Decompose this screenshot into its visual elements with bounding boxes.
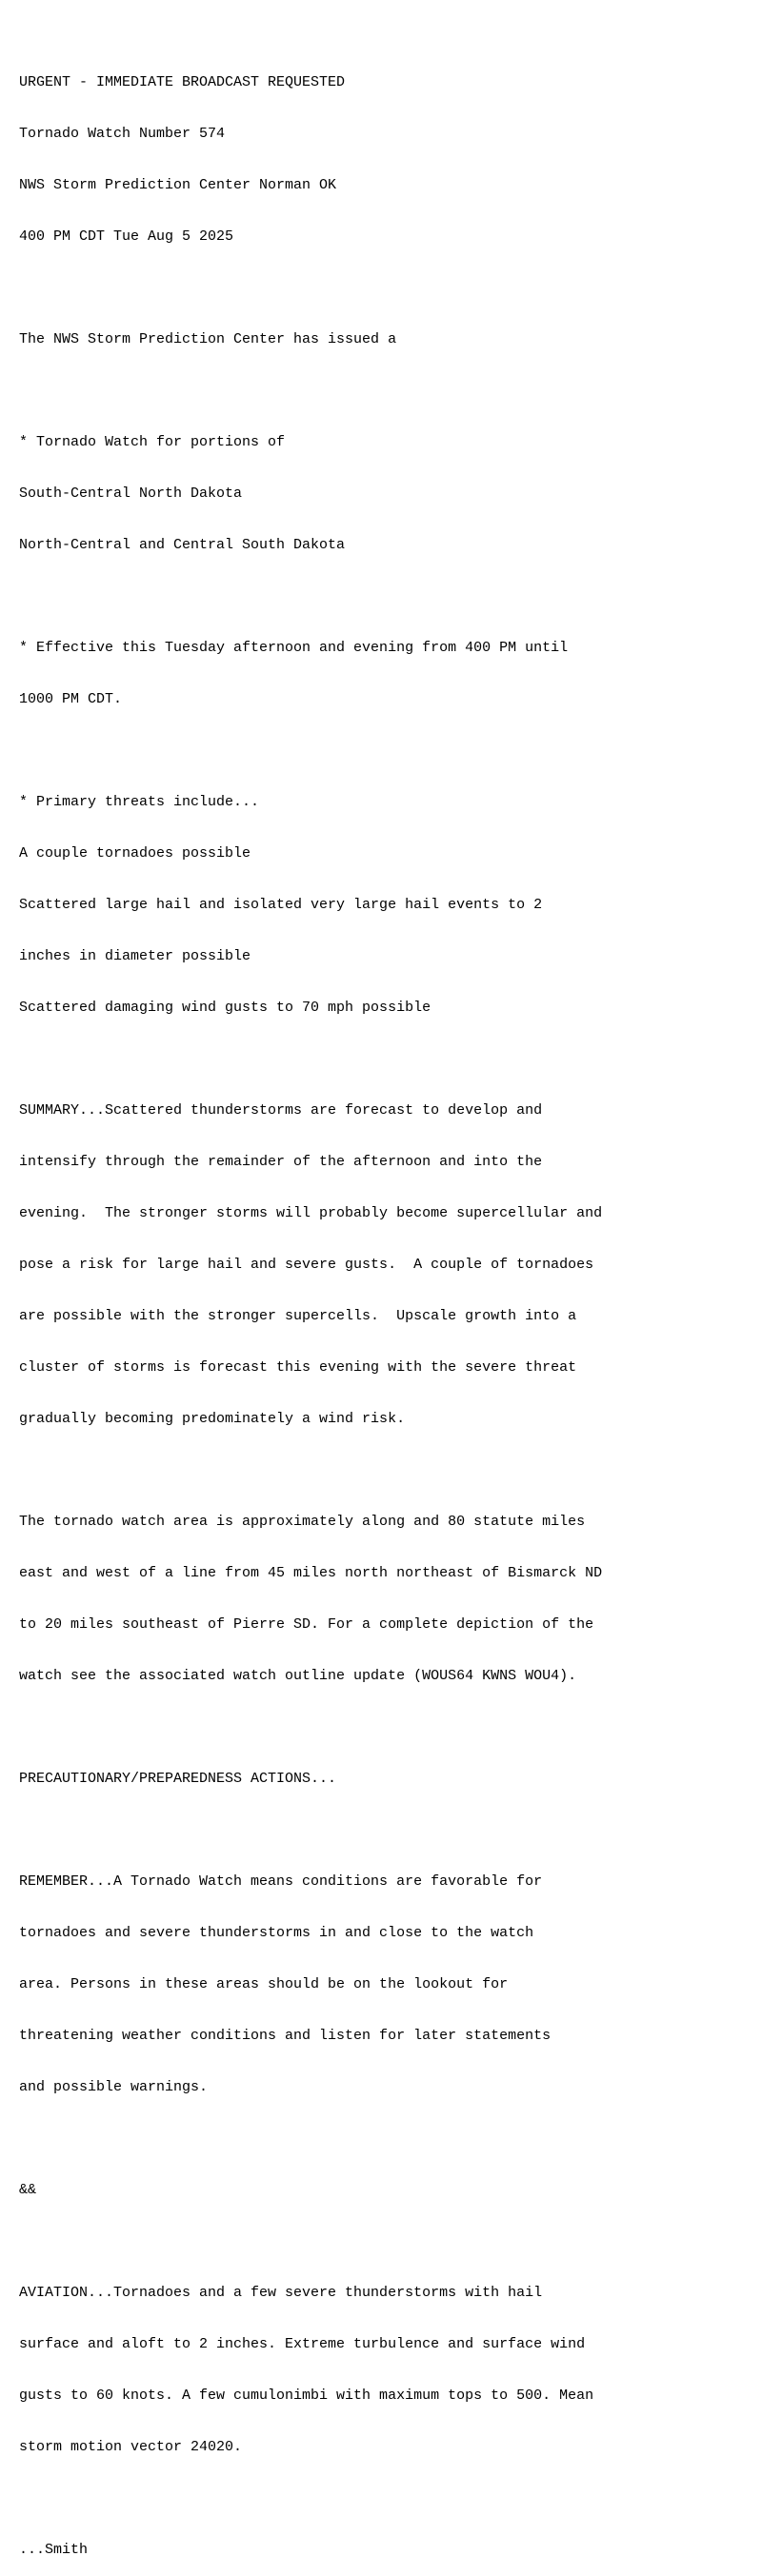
remember-line: threatening weather conditions and listen for later statements	[19, 2028, 551, 2044]
threats-lead: * Primary threats include...	[19, 794, 260, 810]
remember-line: tornadoes and severe thunderstorms in and close to the watch	[19, 1925, 534, 1941]
aviation-line: AVIATION...Tornadoes and a few severe thunderstorms with hail	[19, 2285, 543, 2301]
summary-line: gradually becoming predominately a wind risk.	[19, 1411, 406, 1427]
issued-time: 400 PM CDT Tue Aug 5 2025	[19, 228, 234, 245]
blank-line	[19, 2233, 602, 2250]
section-separator: &&	[19, 2182, 37, 2198]
blank-line	[19, 280, 602, 297]
area-region: South-Central North Dakota	[19, 485, 243, 502]
area-lead: * Tornado Watch for portions of	[19, 434, 286, 450]
threat-item: Scattered damaging wind gusts to 70 mph possible	[19, 1000, 431, 1016]
threat-item: inches in diameter possible	[19, 948, 251, 964]
threat-item: Scattered large hail and isolated very large hail events to 2	[19, 897, 543, 913]
blank-line	[19, 1051, 602, 1068]
blank-line	[19, 743, 602, 760]
aviation-line: storm motion vector 24020.	[19, 2439, 243, 2455]
threat-item: A couple tornadoes possible	[19, 845, 251, 862]
remember-line: REMEMBER...A Tornado Watch means conditions are favorable for	[19, 1873, 543, 1890]
aviation-line: gusts to 60 knots. A few cumulonimbi with maximum tops to 500. Mean	[19, 2388, 594, 2404]
remember-line: area. Persons in these areas should be on the lookout for	[19, 1976, 509, 1992]
intro-line: The NWS Storm Prediction Center has issued a	[19, 331, 397, 347]
blank-line	[19, 1719, 602, 1736]
area-region: North-Central and Central South Dakota	[19, 537, 346, 553]
effective-line: 1000 PM CDT.	[19, 691, 123, 707]
issuing-office: NWS Storm Prediction Center Norman OK	[19, 177, 337, 193]
summary-line: intensify through the remainder of the afternoon and into the	[19, 1154, 543, 1170]
forecaster-signature: ...Smith	[19, 2542, 89, 2558]
blank-line	[19, 2490, 602, 2507]
summary-line: SUMMARY...Scattered thunderstorms are forecast to develop and	[19, 1102, 543, 1119]
watch-area-line: east and west of a line from 45 miles north northeast of Bismarck ND	[19, 1565, 603, 1581]
watch-bulletin	[19, 40, 602, 2576]
aviation-line: surface and aloft to 2 inches. Extreme turbulence and surface wind	[19, 2336, 586, 2352]
blank-line	[19, 383, 602, 400]
watch-area-line: watch see the associated watch outline update (WOUS64 KWNS WOU4).	[19, 1668, 577, 1684]
summary-line: cluster of storms is forecast this evening with the severe threat	[19, 1359, 577, 1376]
watch-title: Tornado Watch Number 574	[19, 126, 226, 142]
summary-line: evening. The stronger storms will probably become supercellular and	[19, 1205, 603, 1221]
summary-line: are possible with the stronger supercells. Upscale growth into a	[19, 1308, 577, 1324]
watch-area-line: The tornado watch area is approximately along and 80 statute miles	[19, 1514, 586, 1530]
blank-line	[19, 588, 602, 605]
blank-line	[19, 1462, 602, 1479]
effective-line: * Effective this Tuesday afternoon and evening from 400 PM until	[19, 640, 569, 656]
urgency-line: URGENT - IMMEDIATE BROADCAST REQUESTED	[19, 74, 346, 90]
precautions-header: PRECAUTIONARY/PREPAREDNESS ACTIONS...	[19, 1771, 337, 1787]
summary-line: pose a risk for large hail and severe gusts. A couple of tornadoes	[19, 1257, 594, 1273]
watch-area-line: to 20 miles southeast of Pierre SD. For a complete depiction of the	[19, 1616, 594, 1633]
blank-line	[19, 1822, 602, 1839]
remember-line: and possible warnings.	[19, 2079, 209, 2095]
blank-line	[19, 2130, 602, 2148]
